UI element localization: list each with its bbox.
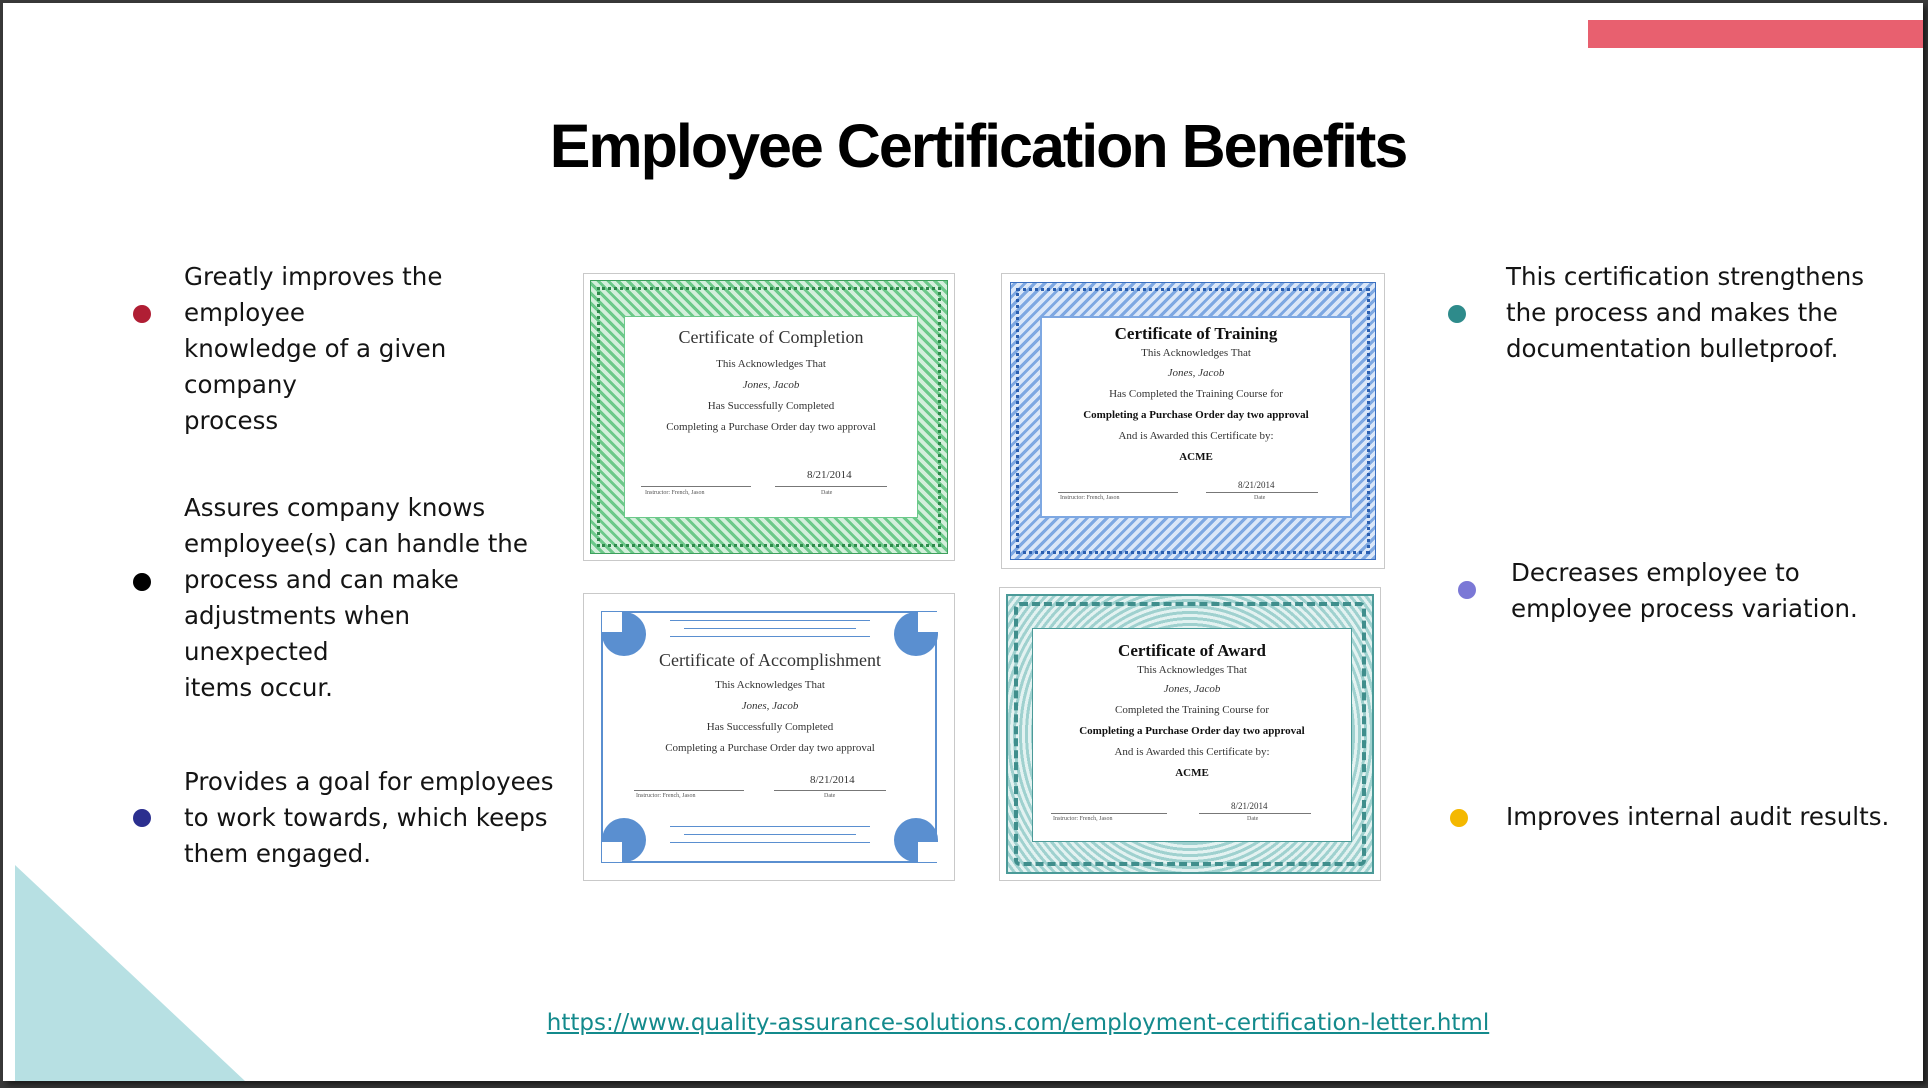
certificate-date: 8/21/2014 [1238, 480, 1275, 490]
bullet-line: employee process variation. [1511, 594, 1858, 623]
bullet-dot-6 [1450, 809, 1468, 827]
bullet-line: items occur. [184, 673, 333, 702]
bullet-text-1 [184, 259, 554, 439]
certificate-body [1032, 628, 1352, 842]
certificate-course: Completing a Purchase Order day two approval [666, 421, 876, 433]
bullet-text-3 [184, 764, 554, 872]
bullet-dot-4 [1448, 305, 1466, 323]
bullet-line: This certification strengthens [1506, 262, 1865, 291]
certificate-title: Certificate of Completion [678, 327, 864, 347]
certificate-line: This Acknowledges That [1141, 347, 1251, 359]
certificate-line: This Acknowledges That [1137, 664, 1247, 676]
certificate-org: ACME [1179, 451, 1213, 463]
signature-line [641, 486, 751, 487]
certificate-line: Completed the Training Course for [1115, 704, 1269, 716]
certificate-training-image [1001, 273, 1385, 569]
certificate-name: Jones, Jacob [742, 379, 800, 391]
certificate-name: Jones, Jacob [1163, 683, 1221, 695]
date-label: Date [824, 793, 836, 799]
bullet-line: to work towards, which keeps [184, 803, 548, 832]
bullet-dot-3 [133, 809, 151, 827]
certificate-line: And is Awarded this Certificate by: [1118, 430, 1274, 442]
certificate-line: This Acknowledges That [716, 358, 826, 370]
certificate-line: Has Successfully Completed [707, 400, 835, 412]
certificate-line: And is Awarded this Certificate by: [1114, 746, 1270, 758]
date-line [1206, 492, 1318, 493]
bullet-dot-1 [133, 305, 151, 323]
corner-notch [602, 840, 624, 862]
certificate-date: 8/21/2014 [807, 469, 852, 481]
certificate-title: Certificate of Accomplishment [659, 650, 881, 670]
certificate-name: Jones, Jacob [741, 700, 799, 712]
certificate-line: This Acknowledges That [715, 679, 825, 691]
decor-line [670, 636, 870, 637]
bullet-line: Assures company knows [184, 493, 486, 522]
certificate-body [624, 316, 918, 518]
accent-bar [1588, 20, 1923, 48]
bullet-line: the process and makes the [1506, 298, 1838, 327]
certificate-course: Completing a Purchase Order day two approval [665, 742, 875, 754]
corner-notch [916, 840, 938, 862]
signature-line [1058, 492, 1178, 493]
certificate-title: Certificate of Training [1114, 324, 1278, 343]
slide [3, 3, 1923, 1081]
bullet-line: Decreases employee to [1511, 558, 1800, 587]
certificate-name: Jones, Jacob [1167, 367, 1225, 379]
instructor-label: Instructor: French, Jason [1060, 495, 1120, 501]
date-label: Date [821, 490, 833, 496]
decor-line [670, 842, 870, 843]
bullet-line: process and can make [184, 565, 459, 594]
signature-line [634, 790, 744, 791]
signature-line [1051, 813, 1167, 814]
instructor-label: Instructor: French, Jason [1053, 816, 1113, 822]
certificate-title: Certificate of Award [1118, 641, 1266, 660]
bullet-line: documentation bulletproof. [1506, 334, 1839, 363]
certificate-body [624, 648, 916, 808]
bullet-line: Provides a goal for employees [184, 767, 554, 796]
bullet-text-2 [184, 490, 554, 706]
certificate-line: Has Successfully Completed [706, 721, 834, 733]
decor-line [670, 620, 870, 621]
certificate-org: ACME [1175, 767, 1209, 779]
certificate-date: 8/21/2014 [1231, 801, 1268, 811]
source-link[interactable]: https://www.quality-assurance-solutions.com/employment-certification-letter.html [546, 1010, 1490, 1036]
decor-line [684, 628, 856, 629]
bullet-dot-5 [1458, 581, 1476, 599]
bullet-text-4 [1506, 259, 1906, 367]
certificate-accomplishment-image [583, 593, 955, 881]
bullet-text-5 [1511, 555, 1911, 627]
certificate-course: Completing a Purchase Order day two approval [1083, 409, 1309, 421]
bullet-line: Greatly improves the employee [184, 262, 443, 327]
corner-notch [602, 612, 624, 634]
date-label: Date [1247, 816, 1259, 822]
certificate-course: Completing a Purchase Order day two approval [1079, 725, 1305, 737]
bullet-dot-2 [133, 573, 151, 591]
bullet-line: employee(s) can handle the [184, 529, 528, 558]
bullet-line: adjustments when unexpected [184, 601, 411, 666]
decor-line [670, 826, 870, 827]
instructor-label: Instructor: French, Jason [645, 490, 705, 496]
date-line [774, 790, 886, 791]
date-label: Date [1254, 495, 1266, 501]
corner-notch [916, 612, 938, 634]
date-line [775, 486, 887, 487]
corner-triangle [15, 865, 245, 1081]
certificate-award-image [999, 587, 1381, 881]
bullet-line: process [184, 406, 279, 435]
bullet-text-6 [1506, 799, 1906, 835]
decor-line [684, 834, 856, 835]
date-line [1199, 813, 1311, 814]
certificate-completion-image [583, 273, 955, 561]
slide-title: Employee Certification Benefits [549, 112, 1407, 180]
bullet-line: Improves internal audit results. [1506, 802, 1890, 831]
bullet-line: knowledge of a given company [184, 334, 447, 399]
certificate-line: Has Completed the Training Course for [1109, 388, 1283, 400]
bullet-line: them engaged. [184, 839, 371, 868]
certificate-date: 8/21/2014 [810, 774, 855, 786]
instructor-label: Instructor: French, Jason [636, 793, 696, 799]
certificate-body [1040, 316, 1352, 518]
